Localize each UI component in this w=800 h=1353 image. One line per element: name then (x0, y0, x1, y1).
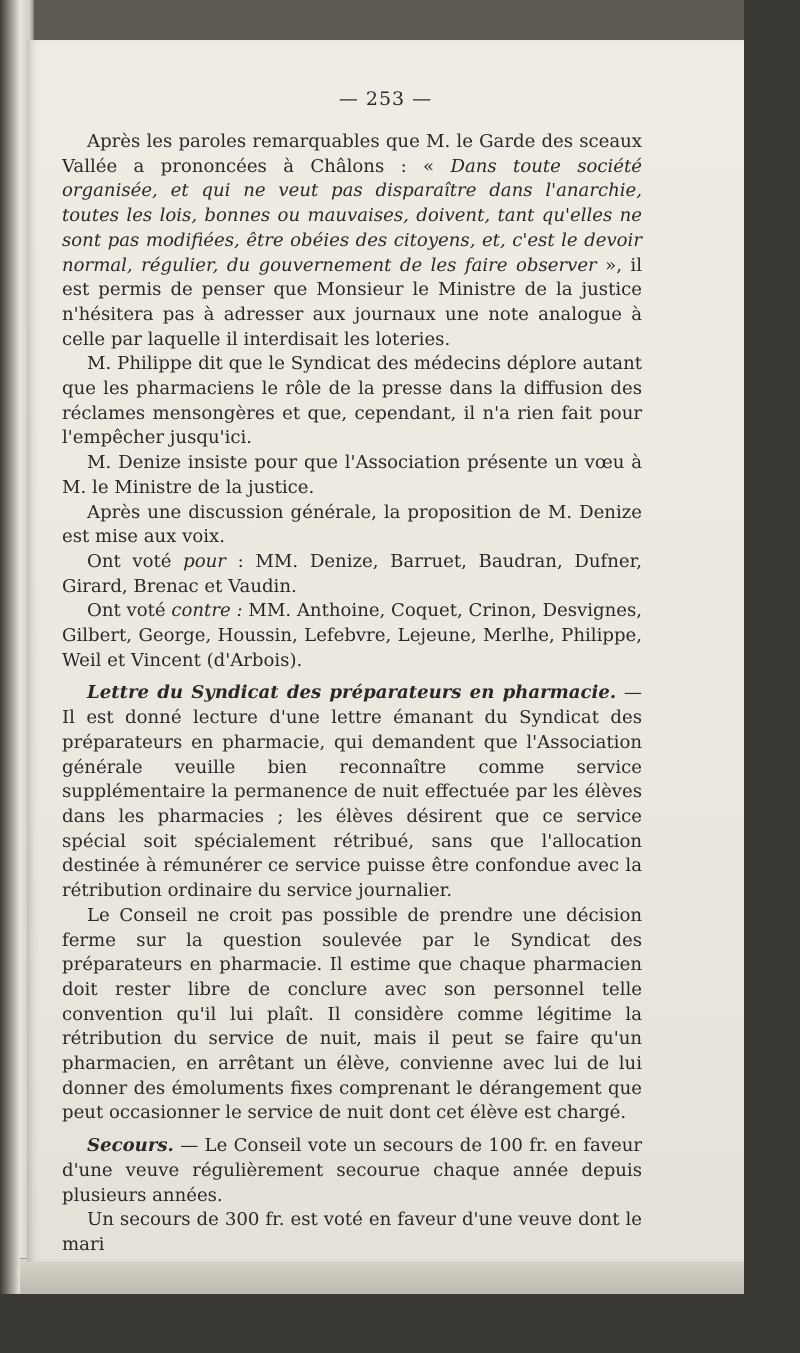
paragraph-discussion: Après une discussion générale, la proposition de M. Denize est mise aux voix. (62, 501, 642, 548)
paragraph-secours: Secours. — Le Conseil vote un secours de 100 fr. en faveur d'une veuve régulièrement secourue chaque année depuis plusieurs années. (62, 1135, 642, 1206)
paragraph-conseil-decision: Le Conseil ne croit pas possible de prendre une décision ferme sur la question soulevée par le Syndicat des préparateurs en pharmacie. Il estime que chaque pharmacien doit rester libre de conclure avec son personnel telle convention qu'il lui plaît. Il considère comme légitime la rétribution du service de nuit, mais il peut se faire qu'un pharmacien, en arrêtant un élève, convienne avec lui de lui donner des émoluments fixes comprenant le dérangement que peut occasionner le service de nuit dont cet élève est chargé. (62, 904, 642, 1124)
paragraph-philippe: M. Philippe dit que le Syndicat des médecins déplore autant que les pharmaciens le rôle de la presse dans la diffusion des réclames mensongères et que, cependant, il n'a rien fait pour l'empêcher jusqu'ici. (62, 353, 642, 449)
paragraph-vote-contre: Ont voté contre : MM. Anthoine, Coquet, Crinon, Desvignes, Gilbert, George, Houssin, Lefebvre, Lejeune, Merlhe, Philippe, Weil et Vincent (d'Arbois). (62, 600, 642, 671)
paragraph-vote-pour: Ont voté pour : MM. Denize, Barruet, Baudran, Dufner, Girard, Brenac et Vaudin. (62, 550, 642, 597)
section-heading-lettre-syndicat: Lettre du Syndicat des préparateurs en pharmacie. (87, 682, 617, 704)
page-number: — 253 — (338, 88, 433, 110)
paragraph-lettre-syndicat: Lettre du Syndicat des préparateurs en pharmacie. — Il est donné lecture d'une lettre émanant du Syndicat des préparateurs en pharmacie, qui demandent que l'Association générale veuille bien reconnaître comme service supplémentaire la permanence de nuit effectuée par les élèves dans les pharmacies ; les élèves désirent que ce service spécial soit spécialement rétribué, sans que l'allocation destinée à rémunérer ce service puisse être confondue avec la rétribution ordinaire du service journalier. (62, 682, 642, 902)
paragraph-denize: M. Denize insiste pour que l'Association présente un vœu à M. le Ministre de la justice. (62, 452, 642, 498)
scan-background-bottom (0, 1294, 800, 1353)
paragraph-quote-garde-des-sceaux: Après les paroles remarquables que M. le Garde des sceaux Vallée a prononcées à Châlons : « Dans toute société organisée, et qui ne veut pas disparaître dans l'anarchie, toutes les lois, bonnes ou mauvaises, doivent, tant qu'elles ne sont pas modifiées, être obéies des citoyens, et, c'est le devoir normal, régulier, du gouvernement de les faire observer », il est permis de penser que Monsieur le Ministre de la justice n'hésitera pas à adresser aux journaux une note analogue à celle par laquelle il interdisait les loteries. (62, 131, 643, 350)
scan-background-right (744, 0, 800, 1353)
page-edge-strip (20, 1258, 744, 1295)
page-body-text (62, 130, 642, 1258)
section-heading-secours: Secours. (87, 1135, 174, 1157)
paragraph-secours-veuve: Un secours de 300 fr. est voté en faveur d'une veuve dont le mari (62, 1209, 642, 1255)
quoted-statement: Dans toute société organisée, et qui ne veut pas disparaître dans l'anarchie, toutes les lois, bonnes ou mauvaises, doivent, tant qu'elles ne sont pas modifiées, être obéies des citoyens, et, c'est le devoir normal, régulier, du gouvernement de les faire observer (62, 155, 642, 276)
